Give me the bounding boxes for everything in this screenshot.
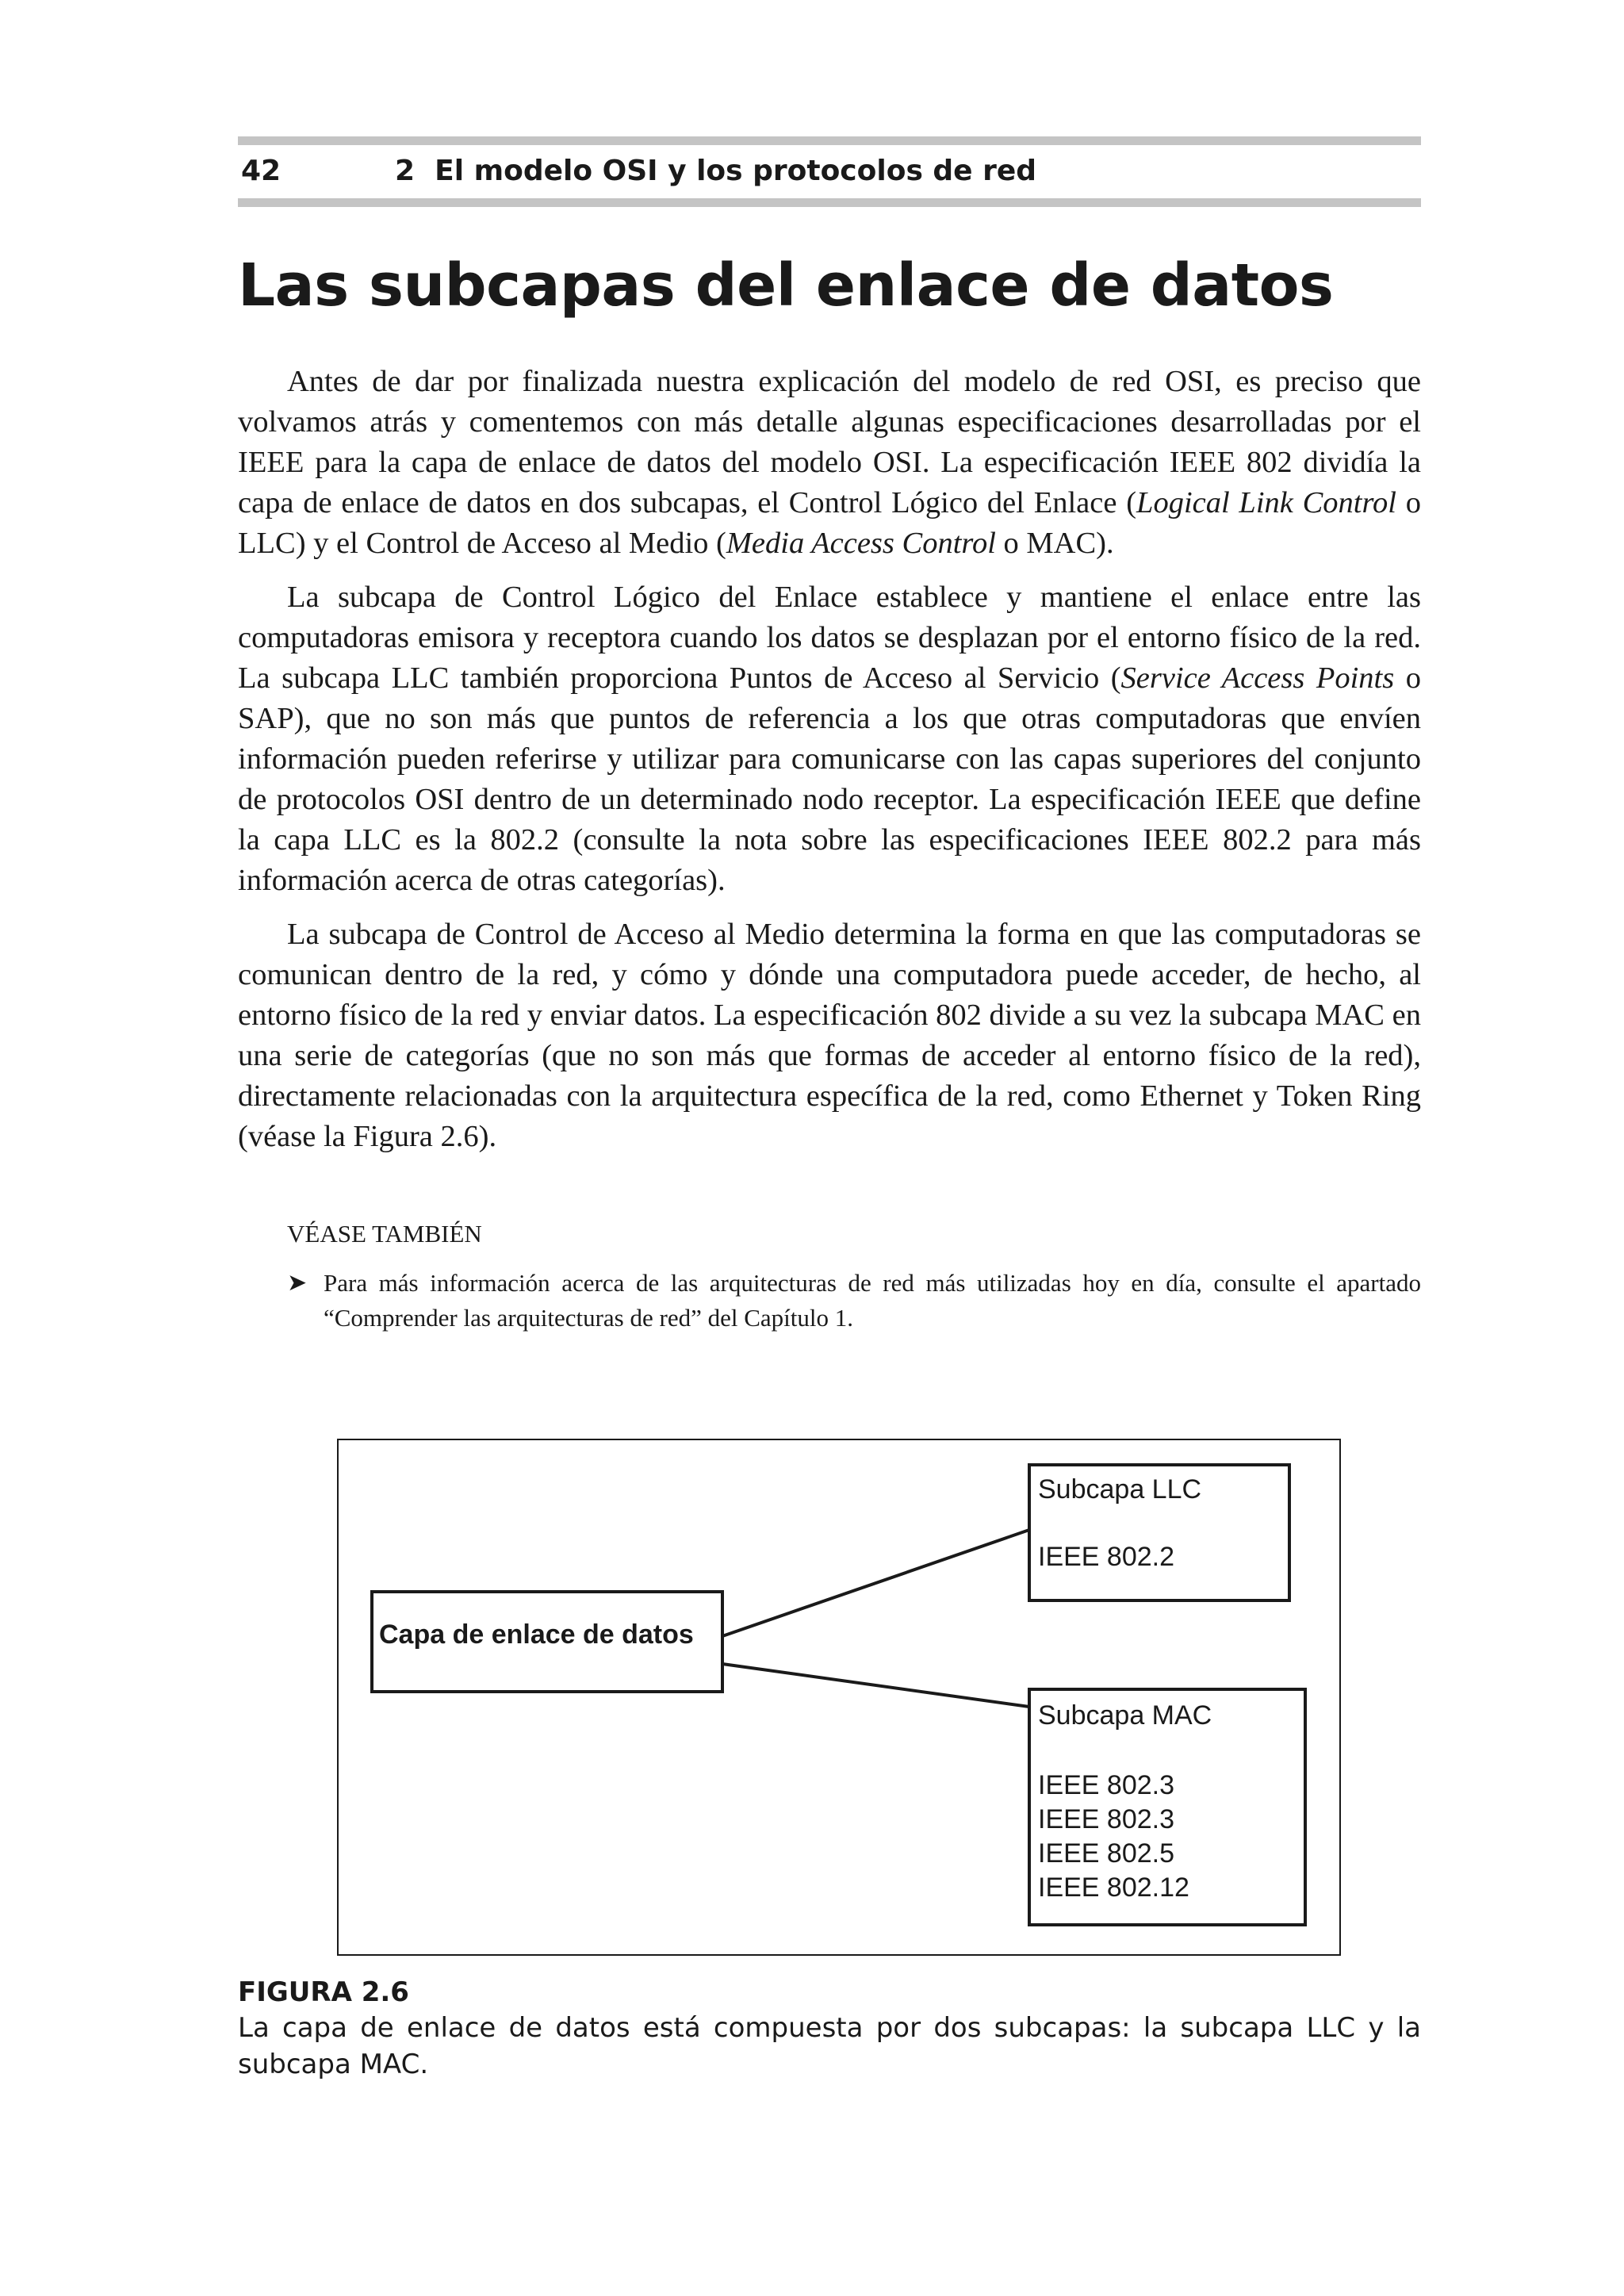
figure-frame bbox=[338, 1439, 1340, 1955]
connector-llc bbox=[722, 1530, 1029, 1636]
chapter-title: 2 El modelo OSI y los protocolos de red bbox=[395, 155, 1037, 187]
main-box-label: Capa de enlace de datos bbox=[379, 1619, 694, 1650]
paragraph-2: La subcapa de Control Lógico del Enlace establece y mantiene el enlace entre las computadoras emisora y receptora cuando los datos se desplazan por el entorno físico de la red. La subcapa LLC también proporciona Puntos de Acceso al Servicio (Service Access Points o SAP), que no son más que puntos de referencia a los que otras computadoras que envíen información pueden referirse y utilizar para comunicarse con las capas superiores del conjunto de protocolos OSI dentro de un determinado nodo receptor. La especificación IEEE que define la capa LLC es la 802.2 (consulte la nota sobre las especificaciones IEEE 802.2 para más información acerca de otras categorías). bbox=[238, 581, 1421, 897]
connector-mac bbox=[722, 1664, 1029, 1707]
llc-box-title: Subcapa LLC bbox=[1038, 1474, 1202, 1504]
figure-caption-text: La capa de enlace de datos está compuesta por dos subcapas: la subcapa LLC y la subcapa MAC. bbox=[238, 2012, 1421, 2080]
mac-box-line: IEEE 802.3 bbox=[1038, 1770, 1175, 1800]
bullet-arrow-icon: ➤ bbox=[287, 1270, 308, 1296]
see-also-label: VÉASE TAMBIÉN bbox=[287, 1220, 482, 1248]
section-title: Las subcapas del enlace de datos bbox=[238, 251, 1334, 320]
paragraph-3: La subcapa de Control de Acceso al Medio determina la forma en que las computadoras se comunican dentro de la red, y cómo y dónde una computadora puede acceder, de hecho, al entorno físico de la red y enviar datos. La especificación 802 divide a su vez la subcapa MAC en una serie de categorías (que no son más que formas de acceder al entorno físico de la red), directamente relacionadas con la arquitectura específica de la red, como Ethernet y Token Ring (véase la Figura 2.6). bbox=[238, 918, 1421, 1153]
figure-caption-label: FIGURA 2.6 bbox=[238, 1976, 409, 2008]
mac-box-line: IEEE 802.3 bbox=[1038, 1804, 1175, 1834]
mac-box-line: IEEE 802.5 bbox=[1038, 1838, 1175, 1869]
llc-box-line: IEEE 802.2 bbox=[1038, 1542, 1175, 1572]
mac-box-line: IEEE 802.12 bbox=[1038, 1872, 1189, 1903]
mac-box-title: Subcapa MAC bbox=[1038, 1700, 1212, 1731]
page-number: 42 bbox=[241, 155, 282, 187]
see-also-text: Para más información acerca de las arquitecturas de red más utilizadas hoy en día, consulte el apartado “Comprender las arquitecturas de red” del Capítulo 1. bbox=[324, 1269, 1421, 1332]
paragraph-1: Antes de dar por finalizada nuestra explicación del modelo de red OSI, es preciso que volvamos atrás y comentemos con más detalle algunas especificaciones desarrolladas por el IEEE para la capa de enlace de datos del modelo OSI. La especificación IEEE 802 dividía la capa de enlace de datos en dos subcapas, el Control Lógico del Enlace (Logical Link Control o LLC) y el Control de Acceso al Medio (Media Access Control o MAC). bbox=[238, 365, 1422, 560]
